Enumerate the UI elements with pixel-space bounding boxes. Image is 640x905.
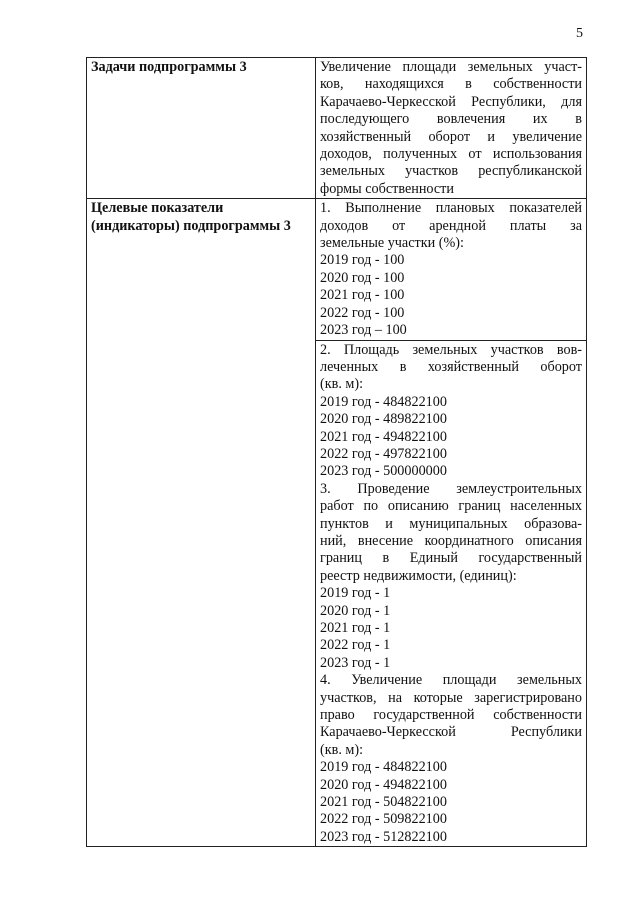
text-line: (кв. м): — [320, 376, 364, 393]
text-line: участков, на которые зарегистрировано — [320, 689, 582, 706]
year-value: 2021 год - 494822100 — [320, 428, 447, 445]
indicator-1 — [316, 199, 587, 340]
text-line: Увеличение площади земельных участ- — [320, 59, 582, 75]
year-value: 2022 год - 100 — [320, 304, 405, 321]
text-line: хозяйственный оборот и увеличение — [320, 128, 582, 145]
tasks-label: Задачи подпрограммы 3 — [87, 58, 316, 199]
table-row-tasks — [87, 58, 587, 199]
year-value: 2022 год - 497822100 — [320, 445, 447, 462]
text-line: работ по описанию границ населенных — [320, 498, 582, 515]
year-value: 2019 год - 100 — [320, 252, 405, 269]
year-value: 2019 год - 484822100 — [320, 393, 447, 410]
label-line: Целевые показатели — [91, 200, 224, 217]
year-value: 2020 год - 489822100 — [320, 411, 447, 428]
text-line: 4. Увеличение площади земельных — [320, 672, 582, 689]
text-line: ков, находящихся в собственности — [320, 76, 582, 93]
year-value: 2020 год - 494822100 — [320, 776, 447, 793]
year-value: 2019 год - 484822100 — [320, 759, 447, 776]
tasks-text — [316, 58, 587, 199]
page-number: 5 — [576, 26, 583, 41]
text-line: пунктов и муниципальных образова- — [320, 515, 582, 532]
text-line: доходов от арендной платы за — [320, 217, 582, 234]
year-value: 2023 год - 500000000 — [320, 463, 447, 480]
text-line: 2. Площадь земельных участков вов- — [320, 341, 582, 358]
year-value: 2023 год – 100 — [320, 322, 407, 339]
text-line: Карачаево-Черкесской Республики, для — [320, 93, 582, 110]
table-row-indicators — [87, 199, 587, 340]
year-value: 2023 год - 1 — [320, 654, 391, 671]
year-value: 2021 год - 504822100 — [320, 794, 447, 811]
text-line: ний, внесение координатного описания — [320, 532, 582, 549]
text-line: земельных участков республиканской — [320, 163, 582, 180]
year-value: 2023 год - 512822100 — [320, 828, 447, 845]
year-value: 2020 год - 100 — [320, 269, 405, 286]
year-value: 2021 год - 100 — [320, 287, 405, 304]
text-line: формы собственности — [320, 180, 454, 197]
year-value: 2022 год - 1 — [320, 637, 391, 654]
text-line: земельные участки (%): — [320, 235, 464, 252]
text-line: последующего вовлечения их в — [320, 111, 582, 128]
year-value: 2021 год - 1 — [320, 620, 391, 636]
indicators-2-4 — [316, 340, 587, 847]
year-value: 2022 год - 509822100 — [320, 811, 447, 828]
text-line: (кв. м): — [320, 741, 364, 758]
text-line: 3. Проведение землеустроительных — [320, 480, 582, 497]
text-line: 1. Выполнение плановых показателей — [320, 200, 582, 217]
subprogram-table — [86, 57, 587, 847]
text-line: реестр недвижимости, (единиц): — [320, 567, 517, 584]
year-value: 2019 год - 1 — [320, 585, 391, 602]
text-line: леченных в хозяйственный оборот — [320, 358, 582, 375]
label-line: (индикаторы) подпрограммы 3 — [91, 217, 291, 234]
text-line: доходов, полученных от использования — [320, 146, 582, 163]
year-value: 2020 год - 1 — [320, 602, 391, 619]
text-line: право государственной собственности — [320, 707, 582, 724]
text-line: границ в Единый государственный — [320, 550, 582, 567]
indicators-label — [87, 199, 316, 847]
text-line: Карачаево-Черкесской Республики — [320, 724, 582, 741]
